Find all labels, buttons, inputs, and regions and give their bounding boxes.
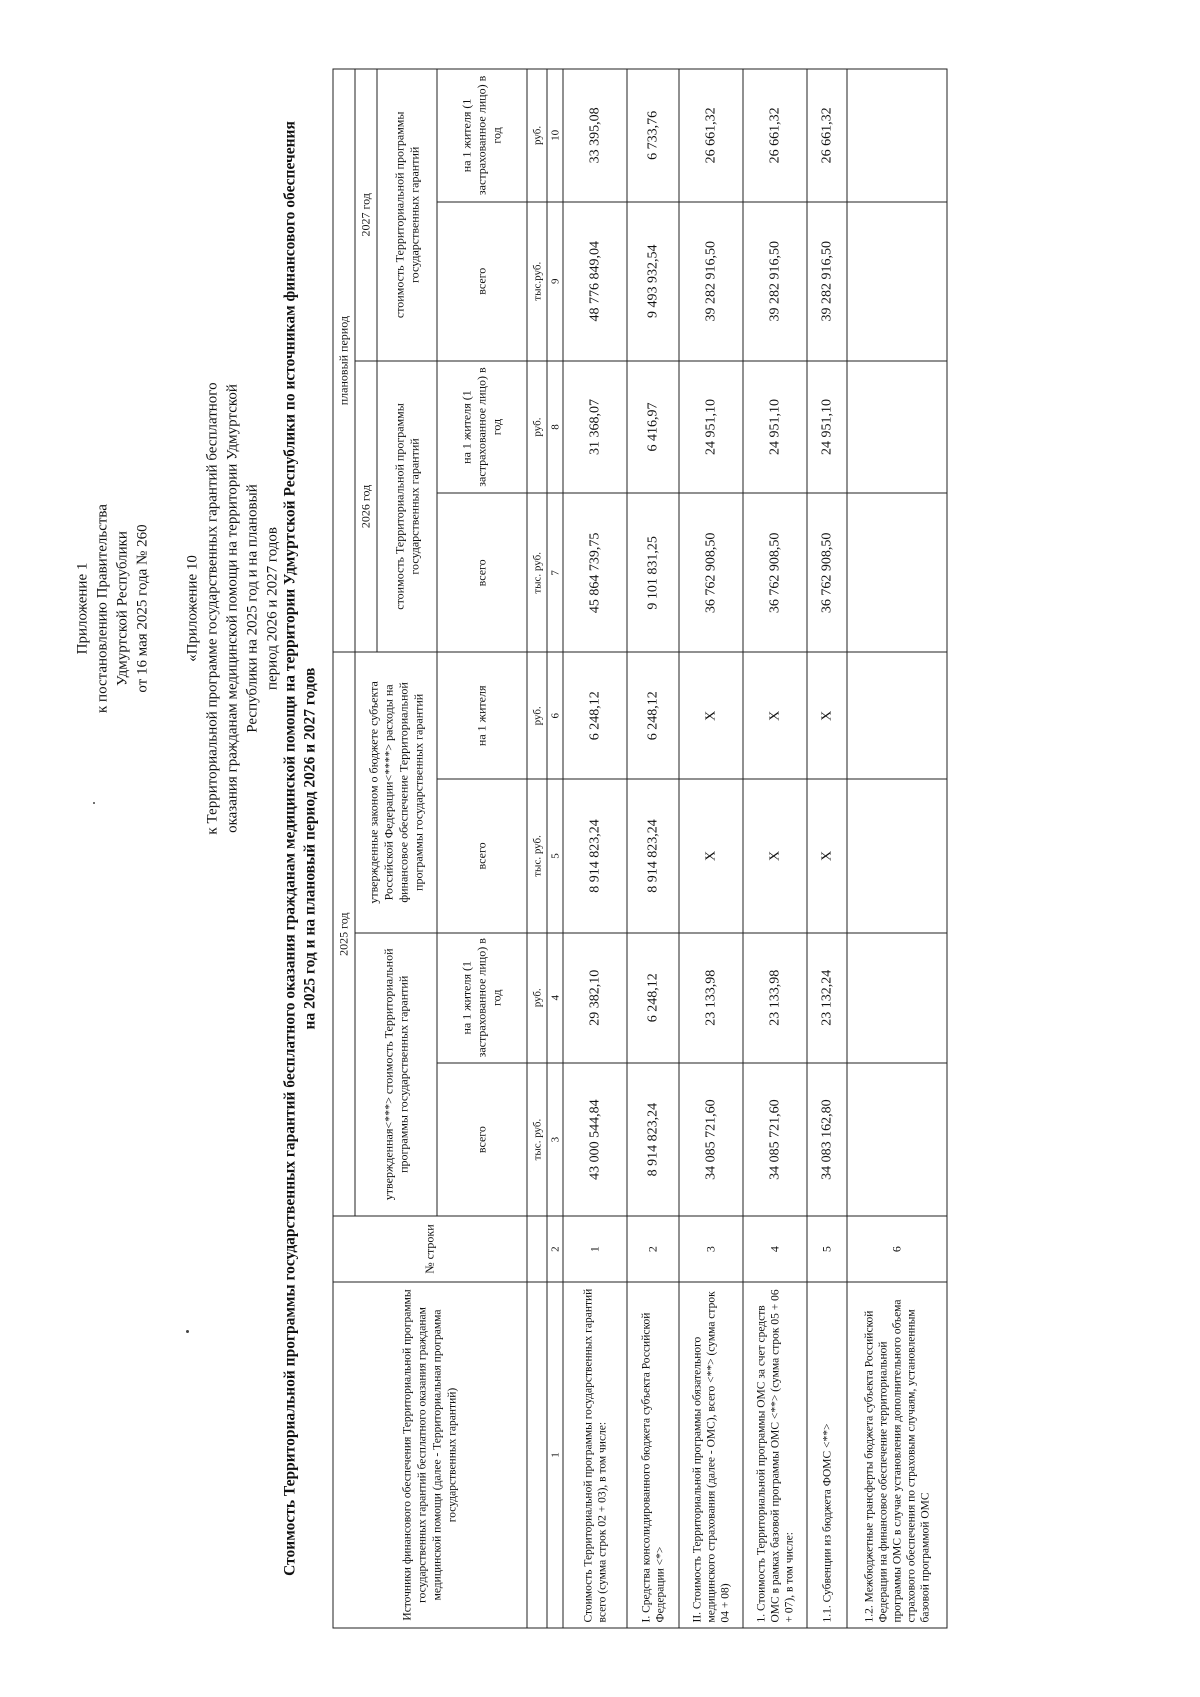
appendix-10-line5: период 2026 и 2027 годов xyxy=(264,527,281,691)
unit-thousand-rub: тыс. руб. xyxy=(527,1063,547,1216)
cell-2027-per-resident: 26 661,32 xyxy=(743,69,807,202)
row-source-name: I. Средства консолидированного бюджета субъекта Российской Федерации <*> xyxy=(627,1282,679,1628)
row-number: 4 xyxy=(743,1216,807,1282)
row-number: 3 xyxy=(679,1216,743,1282)
header-approved-cost: утвержденная<***> стоимость Территориальной программы государственных гарантий xyxy=(355,933,437,1217)
unit-thousand-rub: тыс.руб. xyxy=(527,202,547,361)
header-total: всего xyxy=(437,202,527,361)
cell-2025-law-per-resident xyxy=(847,652,947,779)
header-row-number: № строки xyxy=(333,1216,527,1282)
column-number: 8 xyxy=(547,361,563,494)
row-source-name: 1.2. Межбюджетные трансферты бюджета субъекта Российской Федерации на финансовое обеспечение территориальной программы ОМС в случае установления дополнительного объема страхового обеспечения по страховым случаям, установленным базовой программой ОМС xyxy=(847,1282,947,1628)
column-number: 10 xyxy=(547,69,563,202)
cell-2025-per-resident xyxy=(847,933,947,1063)
column-number: 5 xyxy=(547,779,563,932)
row-number: 5 xyxy=(807,1216,847,1282)
column-number: 3 xyxy=(547,1063,563,1216)
cell-2026-per-resident: 6 416,97 xyxy=(627,361,679,494)
cell-2025-law-total xyxy=(847,779,947,932)
row-number: 2 xyxy=(627,1216,679,1282)
column-number: 2 xyxy=(547,1216,563,1282)
cell-2025-total xyxy=(847,1063,947,1216)
header-total: всего xyxy=(437,1063,527,1216)
table-row xyxy=(847,69,947,1628)
unit-rub: руб. xyxy=(527,69,547,202)
cell-2027-total: 9 493 932,54 xyxy=(627,202,679,361)
cell-2026-per-resident: 24 951,10 xyxy=(743,361,807,494)
cell-2027-total: 39 282 916,50 xyxy=(679,202,743,361)
cell-2027-total xyxy=(847,202,947,361)
header-cost-2026: стоимость Территориальной программы государственных гарантий xyxy=(377,361,437,653)
cell-2025-total: 34 083 162,80 xyxy=(807,1063,847,1216)
cell-2026-per-resident: 24 951,10 xyxy=(679,361,743,494)
appendix-1-line2: к постановлению Правительства xyxy=(94,504,111,713)
appendix-1-line3: Удмуртской Республики xyxy=(114,531,131,686)
appendix-1-line1: Приложение 1 xyxy=(74,562,91,655)
cell-2025-total: 8 914 823,24 xyxy=(627,1063,679,1216)
column-number: 4 xyxy=(547,933,563,1063)
cell-2025-law-total: Х xyxy=(807,779,847,932)
unit-thousand-rub: тыс. руб. xyxy=(527,779,547,932)
cell-2025-per-resident: 23 133,98 xyxy=(679,933,743,1063)
header-source: Источники финансового обеспечения Территориальной программы государственных гарантий бесплатного оказания гражданам медицинской помощи (далее - Территориальная программа государственных гарантий) xyxy=(333,1282,527,1628)
table-row xyxy=(627,69,679,1628)
cell-2025-law-total: 8 914 823,24 xyxy=(627,779,679,932)
cell-2025-law-per-resident: Х xyxy=(807,652,847,779)
table-row xyxy=(743,69,807,1628)
header-year-2026: 2026 год xyxy=(355,361,377,653)
title-line2: на 2025 год и на плановый период 2026 и 2027 годов xyxy=(301,667,319,1030)
cell-2026-per-resident xyxy=(847,361,947,494)
column-number: 7 xyxy=(547,493,563,652)
cell-2025-law-per-resident: Х xyxy=(679,652,743,779)
row-source-name: II. Стоимость Территориальной программы обязательного медицинского страхования (далее - ОМС), всего <**> (сумма строк 04 + 08) xyxy=(679,1282,743,1628)
appendix-10-line1: «Приложение 10 xyxy=(184,555,201,662)
cell-2025-law-per-resident: Х xyxy=(743,652,807,779)
cell-2025-total: 34 085 721,60 xyxy=(679,1063,743,1216)
cell-2025-total: 43 000 544,84 xyxy=(563,1063,627,1216)
cell-2027-per-resident: 6 733,76 xyxy=(627,69,679,202)
cell-2027-total: 48 776 849,04 xyxy=(563,202,627,361)
cell-2025-per-resident: 6 248,12 xyxy=(627,933,679,1063)
title-line1: Стоимость Территориальной программы государственных гарантий бесплатного оказания гражданам медицинской помощи на территории Удмуртской Республики по источникам финансового обеспечения xyxy=(281,121,299,1576)
unit-cell xyxy=(527,1282,547,1628)
cell-2026-total xyxy=(847,493,947,652)
cell-2026-total: 36 762 908,50 xyxy=(679,493,743,652)
appendix-10-line3: оказания гражданам медицинской помощи на территории Удмуртской xyxy=(224,384,241,833)
unit-rub: руб. xyxy=(527,361,547,494)
cell-2026-per-resident: 31 368,07 xyxy=(563,361,627,494)
header-year-2025: 2025 год xyxy=(333,652,355,1216)
column-number: 1 xyxy=(547,1282,563,1628)
row-source-name: 1. Стоимость Территориальной программы ОМС за счет средств ОМС в рамках базовой программы ОМС <**> (сумма строк 05 + 06 + 07), в том числе: xyxy=(743,1282,807,1628)
appendix-1-line4: от 16 мая 2025 года № 260 xyxy=(134,524,151,693)
cell-2025-total: 34 085 721,60 xyxy=(743,1063,807,1216)
row-source-name: 1.1. Субвенции из бюджета ФОМС <**> xyxy=(807,1282,847,1628)
header-total: всего xyxy=(437,779,527,932)
unit-rub: руб. xyxy=(527,933,547,1063)
header-per-resident-insured: на 1 жителя (1 застрахованное лицо) в год xyxy=(437,361,527,494)
header-planned-period: плановый период xyxy=(333,69,355,652)
cell-2026-per-resident: 24 951,10 xyxy=(807,361,847,494)
column-number: 9 xyxy=(547,202,563,361)
rotated-page-content xyxy=(63,69,1138,1629)
header-per-resident-insured: на 1 жителя (1 застрахованное лицо) в год xyxy=(437,933,527,1063)
cell-2026-total: 9 101 831,25 xyxy=(627,493,679,652)
unit-rub: руб. xyxy=(527,652,547,779)
cell-2026-total: 36 762 908,50 xyxy=(743,493,807,652)
cell-2026-total: 36 762 908,50 xyxy=(807,493,847,652)
cell-2027-per-resident: 33 395,08 xyxy=(563,69,627,202)
cell-2025-law-per-resident: 6 248,12 xyxy=(563,652,627,779)
header-year-2027: 2027 год xyxy=(355,69,377,361)
column-number: 6 xyxy=(547,652,563,779)
appendix-10-line2: к Территориальной программе государственных гарантий бесплатного xyxy=(204,382,221,835)
cell-2025-per-resident: 23 133,98 xyxy=(743,933,807,1063)
cell-2027-total: 39 282 916,50 xyxy=(807,202,847,361)
cell-2026-total: 45 864 739,75 xyxy=(563,493,627,652)
cell-2025-law-total: 8 914 823,24 xyxy=(563,779,627,932)
budget-table xyxy=(333,69,948,1629)
header-total: всего xyxy=(437,493,527,652)
table-row xyxy=(679,69,743,1628)
table-row xyxy=(563,69,627,1628)
row-source-name: Стоимость Территориальной программы государственных гарантий всего (сумма строк 02 + 03), в том числе: xyxy=(563,1282,627,1628)
header-approved-law: утвержденные законом о бюджете субъекта Российской Федерации<****> расходы на финансовое обеспечение Территориальной программы государственных гарантий xyxy=(355,652,437,932)
cell-2025-per-resident: 29 382,10 xyxy=(563,933,627,1063)
cell-2025-law-total: Х xyxy=(743,779,807,932)
cell-2025-law-total: Х xyxy=(679,779,743,932)
cell-2027-total: 39 282 916,50 xyxy=(743,202,807,361)
cell-2027-per-resident: 26 661,32 xyxy=(807,69,847,202)
cell-2027-per-resident: 26 661,32 xyxy=(679,69,743,202)
header-cost-2027: стоимость Территориальной программы государственных гарантий xyxy=(377,69,437,361)
unit-thousand-rub: тыс. руб. xyxy=(527,493,547,652)
document-title xyxy=(281,69,321,1629)
appendix-1-header xyxy=(73,489,153,729)
appendix-10-line4: Республики на 2025 год и на плановый xyxy=(244,484,261,733)
unit-cell xyxy=(527,1216,547,1282)
cell-2025-per-resident: 23 132,24 xyxy=(807,933,847,1063)
header-per-resident: на 1 жителя xyxy=(437,652,527,779)
table-row xyxy=(807,69,847,1628)
header-per-resident-insured: на 1 жителя (1 застрахованное лицо) в год xyxy=(437,69,527,202)
cell-2027-per-resident xyxy=(847,69,947,202)
row-number: 1 xyxy=(563,1216,627,1282)
row-number: 6 xyxy=(847,1216,947,1282)
cell-2025-law-per-resident: 6 248,12 xyxy=(627,652,679,779)
appendix-10-header xyxy=(183,229,283,989)
